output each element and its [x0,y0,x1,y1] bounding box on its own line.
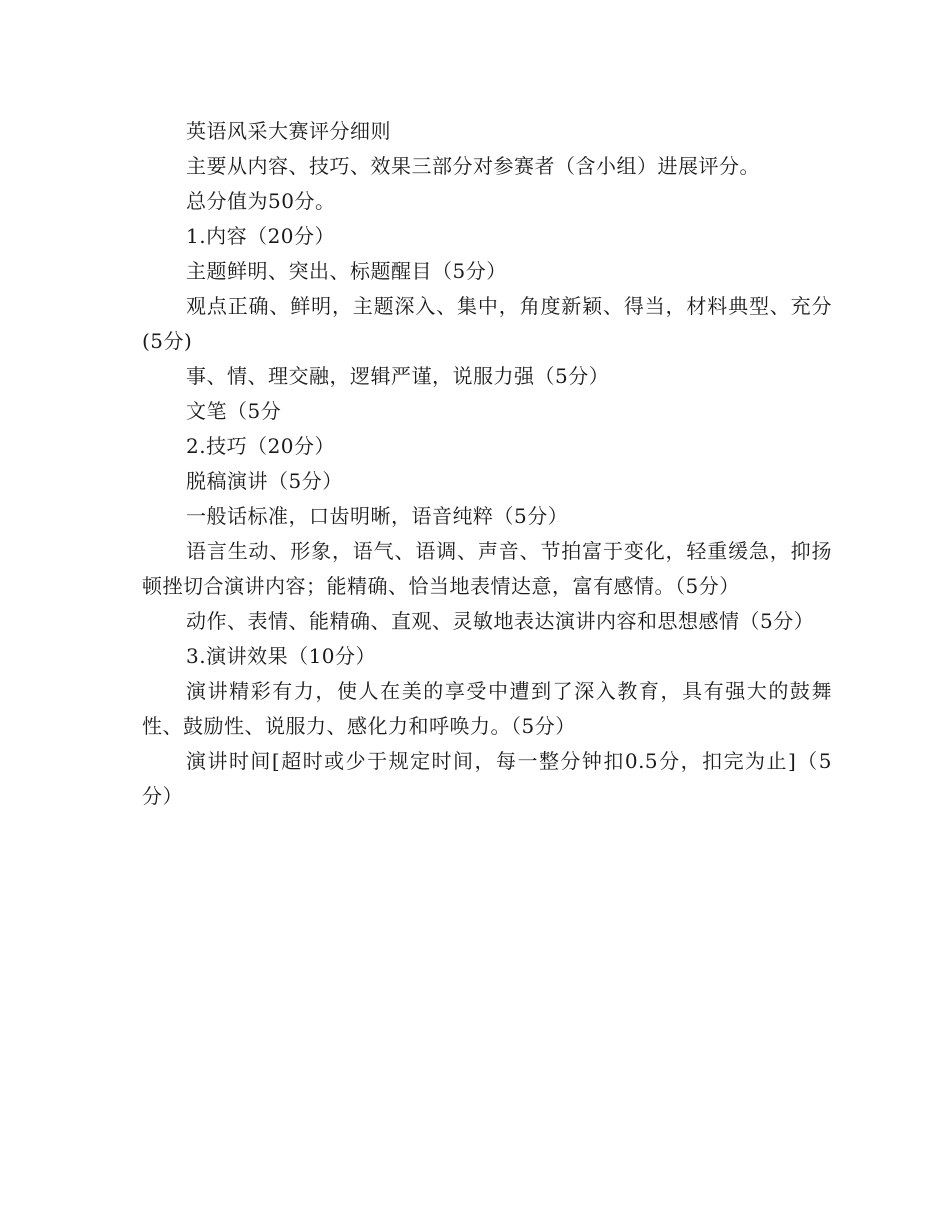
criterion-item: 脱稿演讲（5分） [186,469,343,493]
section-heading-skills: 2.技巧（20分） [186,434,336,458]
criterion-item: 演讲时间[超时或少于规定时间，每一整分钟扣0.5分，扣完为止]（5分） [142,749,832,808]
criterion-item: 主题鲜明、突出、标题醒目（5分） [186,259,507,283]
section-heading-effect: 3.演讲效果（10分） [186,644,377,668]
criterion-item: 演讲精彩有力，使人在美的享受中遭到了深入教育，具有强大的鼓舞性、鼓励性、说服力、感化力和呼唤力。（5分） [142,679,832,738]
document-body [142,114,832,814]
total-score-paragraph: 总分值为50分。 [186,189,336,213]
section-heading-content: 1.内容（20分） [186,224,336,248]
criterion-item: 观点正确、鲜明，主题深入、集中，角度新颖、得当，材料典型、充分(5分) [142,294,832,353]
document-title: 英语风采大赛评分细则 [186,119,391,143]
criterion-item: 一般话标准，口齿明晰，语音纯粹（5分） [186,504,569,528]
criterion-item: 事、情、理交融，逻辑严谨，说服力强（5分） [186,364,610,388]
criterion-item: 动作、表情、能精确、直观、灵敏地表达演讲内容和思想感情（5分） [186,609,815,633]
criterion-item: 文笔（5分 [186,399,282,423]
criterion-item: 语言生动、形象，语气、语调、声音、节拍富于变化，轻重缓急，抑扬顿挫切合演讲内容；能精确、恰当地表情达意，富有感情。（5分） [142,539,832,598]
intro-paragraph: 主要从内容、技巧、效果三部分对参赛者（含小组）进展评分。 [186,154,760,178]
